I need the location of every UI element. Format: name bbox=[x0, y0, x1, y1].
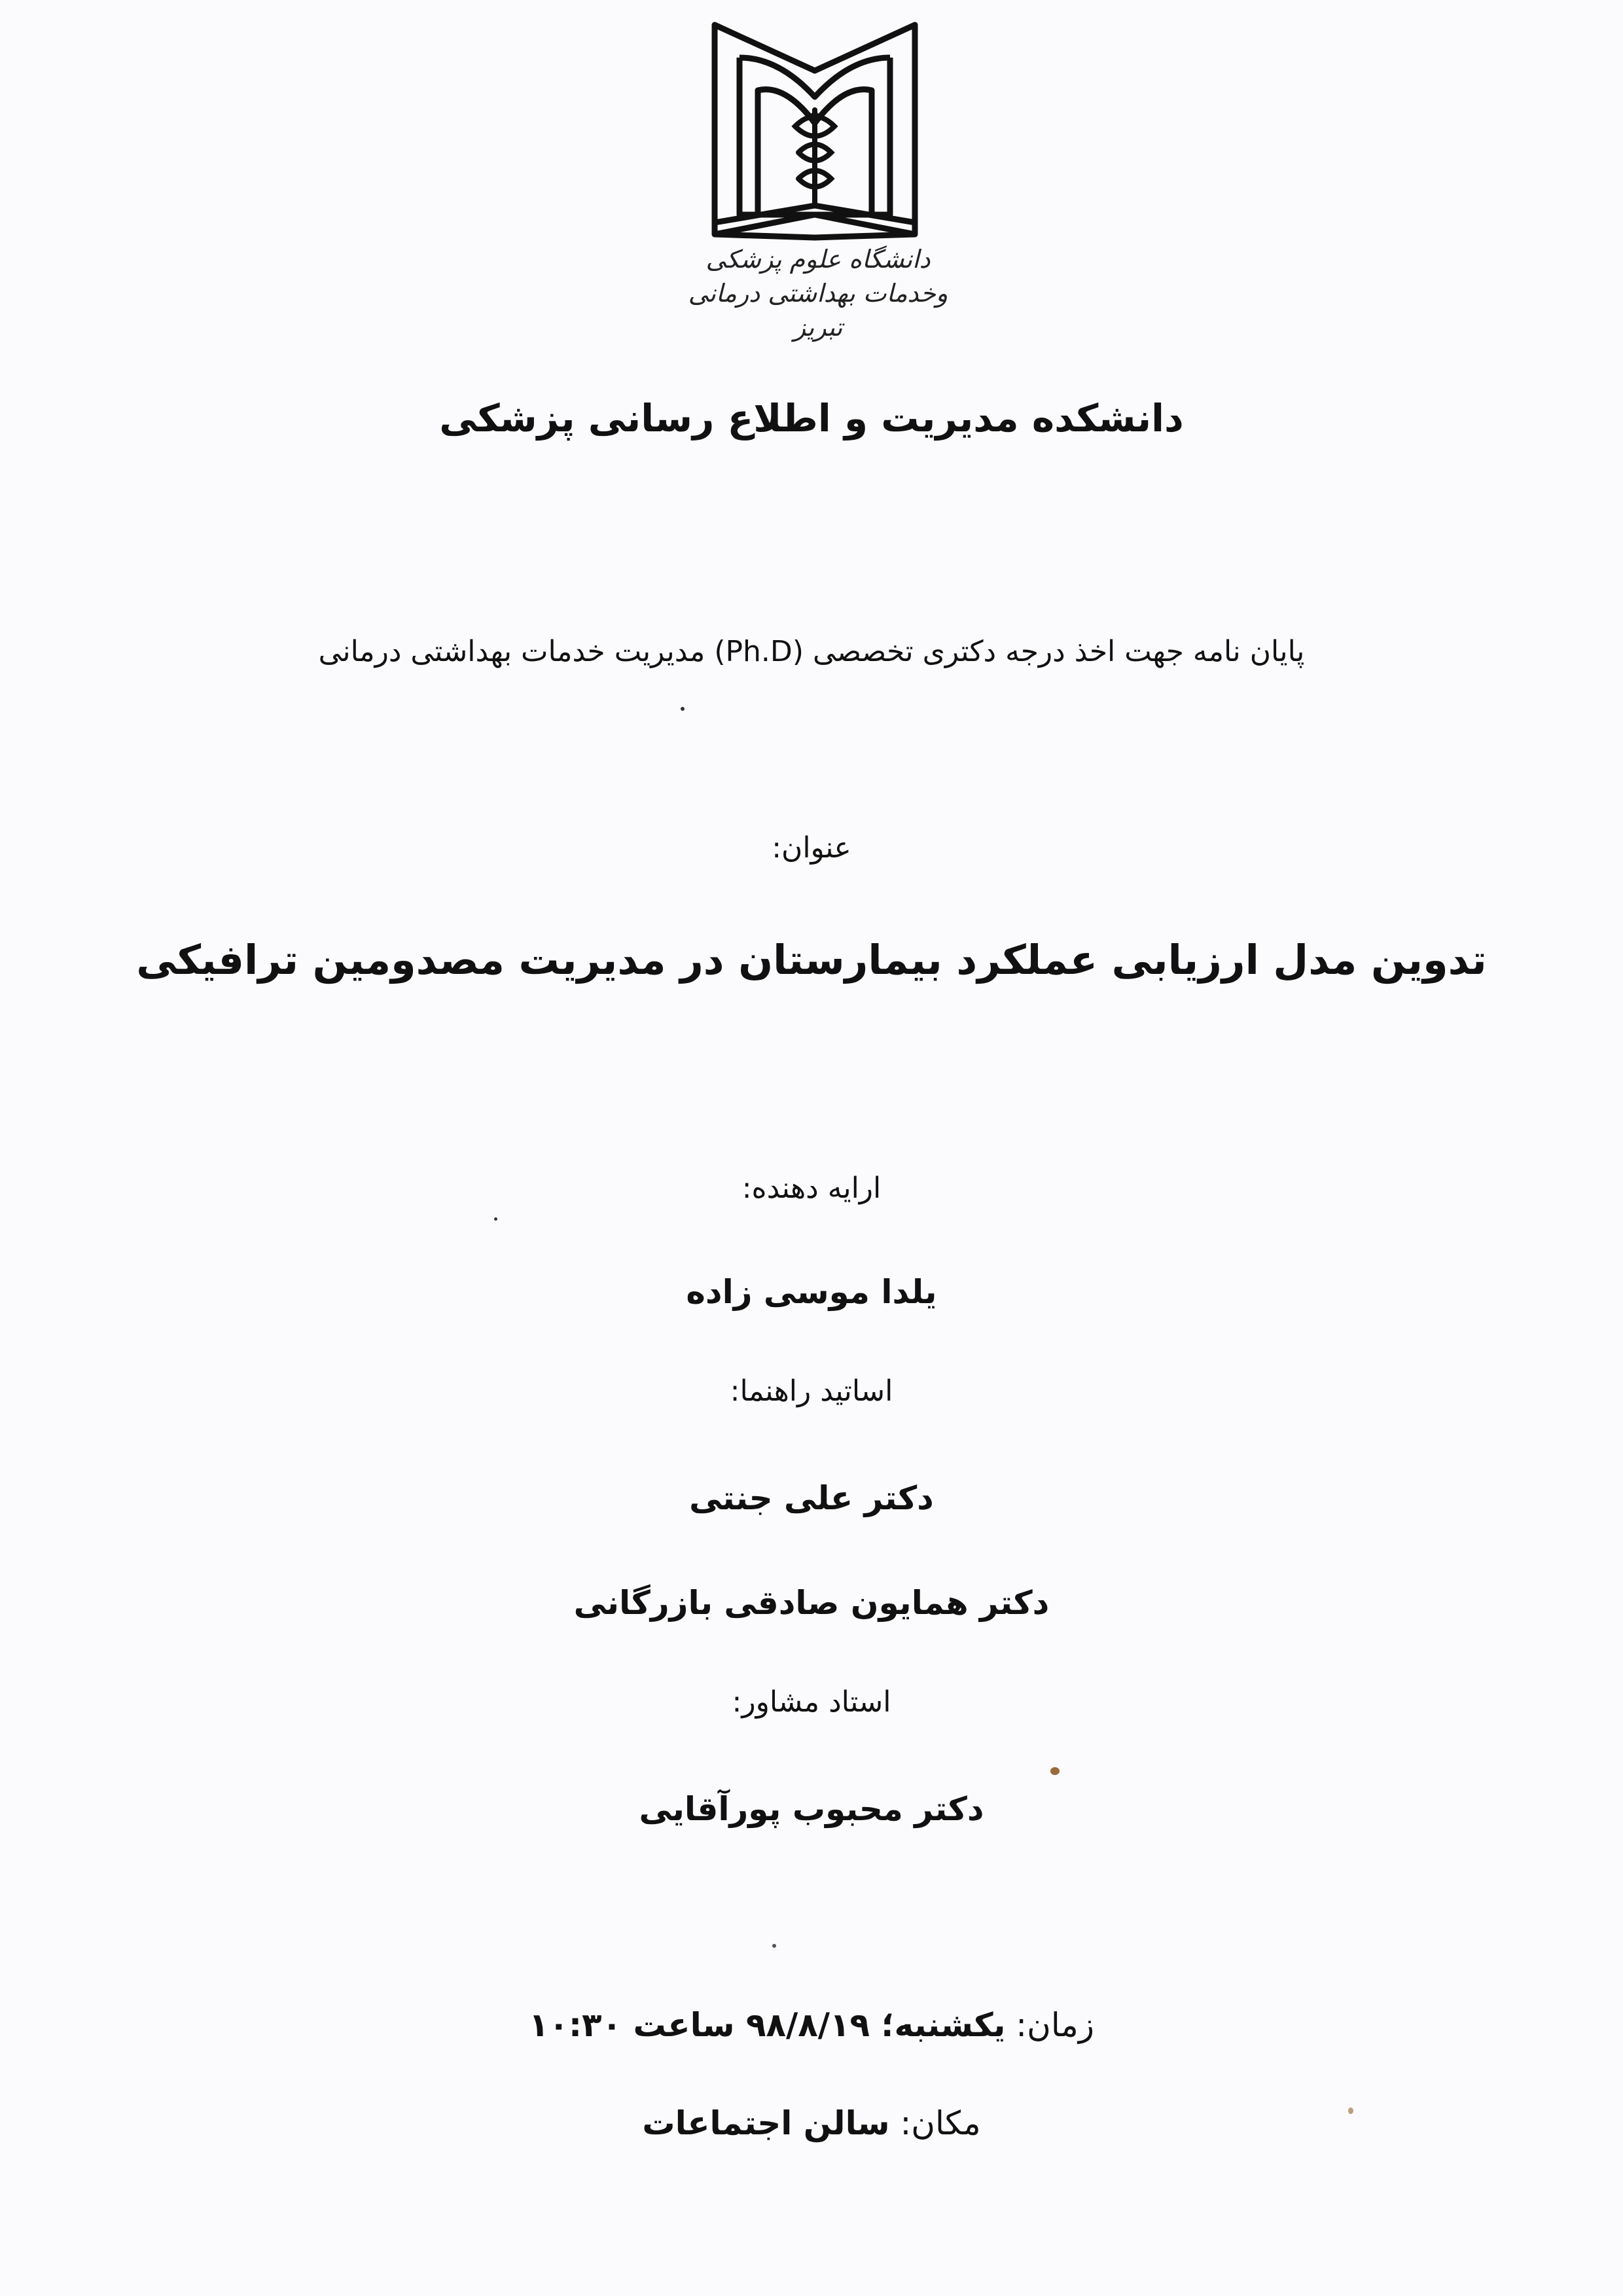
place-label: مکان: bbox=[900, 2104, 981, 2142]
place-value: سالن اجتماعات bbox=[642, 2104, 890, 2142]
scan-speck bbox=[1050, 1767, 1060, 1775]
university-emblem-icon bbox=[707, 18, 923, 251]
emblem-caption bbox=[681, 242, 955, 344]
presenter-label: ارایه دهنده: bbox=[741, 1172, 882, 1205]
advisor-name: دکتر محبوب پورآقایی bbox=[639, 1790, 984, 1828]
emblem-caption-line2: وخدمات بهداشتی درمانی تبریز bbox=[688, 279, 948, 342]
scan-speck bbox=[772, 1944, 776, 1948]
supervisor-name-2: دکتر همایون صادقی بازرگانی bbox=[573, 1584, 1050, 1622]
time-value: یکشنبه؛ ۹۸/۸/۱۹ ساعت ۱۰:۳۰ bbox=[529, 2006, 1006, 2044]
emblem-caption-line1: دانشگاه علوم پزشکی bbox=[705, 245, 931, 274]
supervisor-name-1: دکتر علی جنتی bbox=[689, 1479, 934, 1517]
supervisors-label: اساتید راهنما: bbox=[730, 1374, 893, 1408]
faculty-name: دانشکده مدیریت و اطلاع رسانی پزشکی bbox=[439, 396, 1184, 440]
degree-statement: پایان نامه جهت اخذ درجه دکتری تخصصی (Ph.D) مدیریت خدمات بهداشتی درمانی bbox=[318, 635, 1305, 668]
advisor-label: استاد مشاور: bbox=[732, 1685, 891, 1719]
defense-time bbox=[0, 2006, 1623, 2044]
thesis-title: تدوین مدل ارزیابی عملکرد بیمارستان در مدیریت مصدومین ترافیکی bbox=[136, 936, 1487, 984]
title-label: عنوان: bbox=[772, 831, 851, 865]
scan-speck bbox=[681, 707, 685, 711]
scan-speck bbox=[494, 1217, 497, 1221]
defense-place bbox=[0, 2104, 1623, 2142]
presenter-name: یلدا موسی زاده bbox=[686, 1273, 937, 1311]
scan-speck bbox=[1348, 2108, 1353, 2114]
time-label: زمان: bbox=[1016, 2006, 1094, 2044]
